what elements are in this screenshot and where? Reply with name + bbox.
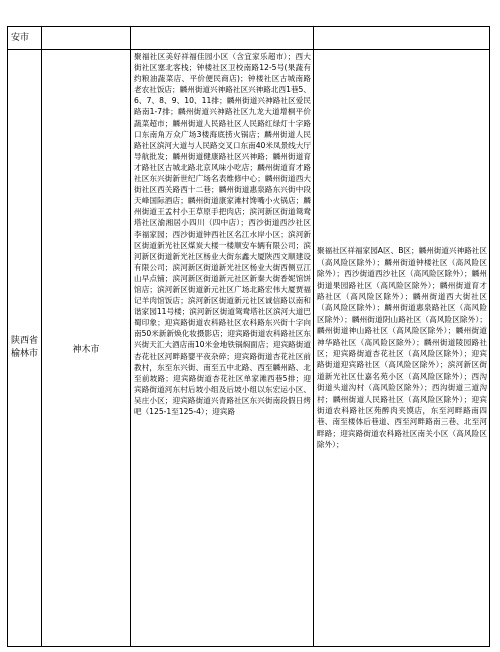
province-city: 陕西省榆林市 xyxy=(10,336,38,359)
high-risk-areas: 聚福社区祥福家园A区、B区；麟州街道兴神路社区（高风险区除外）；麟州街道钟楼社区（高风险区除外）；西沙街道西沙社区（高风险区除外）；麟州街道果园路社区（高风险区除外）；麟州街道育才路社区（高风险区除外）；麟州街道西大街社区（高风险区除外）；麟州街道惠泉路社区（高风险区除外）；麟州街道阴山路社区（高风险区除外）；麟州街道神山路社区（高风险区除外）；麟州街道神华路社区（高风险区除外）；麟州街道陵园路社区；迎宾路街道杏花社区（高风险区除外）；迎宾路街道迎宾路社区（高风险区除外）；滨河新区街道新光社区仕嘉名苑小区（高风险区除外）；西沟街道头道沟村（高风险区除外）；西沟街道三道沟村；麟州街道人民路社区（高风险区除外）；迎宾街道农科路社区苑醉肉夹馍店，东至河畔路南四巷、南至楼体后巷道、西至河畔路南三巷、北至河畔路；迎宾路街道农科路社区南关小区（高风险区除外）； xyxy=(317,246,487,450)
empty-cell xyxy=(42,27,131,50)
table-header-row xyxy=(8,27,490,50)
section-label-cell xyxy=(8,27,42,50)
medium-risk-cell xyxy=(131,50,314,647)
table-row xyxy=(8,50,490,647)
high-risk-cell xyxy=(314,50,490,647)
empty-cell xyxy=(131,27,314,50)
empty-cell xyxy=(314,27,490,50)
province-city-cell xyxy=(8,50,42,647)
section-label: 安市 xyxy=(11,32,30,43)
medium-risk-areas: 聚福社区美好祥福佳园小区（含宜家乐超市）；西大街社区塞北客栈；钟楼社区卫校南路12-5号(果蔬有约粮油蔬菜店、平价便民商店)；钟楼社区古城南路老农社饭店；麟州街道兴神路社区兴神路北西1巷5、6、7、8、9、10、11排；麟州街道兴神路社区爱民路南1-7排；麟州街道兴神路社区九龙大道增桐平价蔬菜超市；麟州街道人民路社区人民路红绿灯十字路口东南角万众广场3楼海底捞火锅店；麟州街道人民路社区滨河大道与人民路交叉口东南40米凤景线大厅导航批发；麟州街道健康路社区兴神路；麟州街道育才路社区古城北路北京风味小吃店；麟州街道育才路社区东兴街新世纪广场名表维修中心；麟州街道西大街社区西关路西十二巷；麟州街道惠泉路东兴街中段天峰国际酒店；麟州街道康家滩村馋嘴小火锅店；麟州街道王孟村小王草原手把肉店；滨河新区街道鸳鸯塔社区渝湘居小四川（四中店）；西沙街道西沙社区李福家园；西沙街道钟西社区名江水岸小区；滨河新区街道新光社区煤炭大楼一楼顺安车辆有限公司；滨河新区街道新光社区杨业大街东鑫大厦陕西文顺建设有限公司；滨河新区街道新光社区杨业大街西侧豆江山早点铺；滨河新区街道新元社区新秦大街香妮馆饼馆店；滨河新区街道新元社区广场北路宏伟大厦贾福记羊肉馆饭店；滨河新区街道新元社区诚信路以南和谐家园11号楼；滨河新区街道鸳鸯塔社区滨河大道巴蜀印象；迎宾路街道农科路社区农科路东兴街十字向南50米新新焕化妆摄影店；迎宾路街道农科路社区东兴街天汇大酒店南10米金地铁锅焖面店；迎宾路街道杏花社区河畔路婴平夜杂碎；迎宾路街道杏花社区前教村，东至东兴街、南至五中北路、西至麟州路、北至前坡路；迎宾路街道杏花社区单家滩西巷5排；迎宾路街道河东村后坡小组及后坡小组以东宏运小区、吴庄小区；迎宾路街道兴青路社区东兴街南段假日烤吧（125-1至125-4）；迎宾路 xyxy=(134,52,311,416)
risk-area-table xyxy=(7,26,490,647)
district-name: 神木市 xyxy=(72,344,100,355)
district-cell xyxy=(42,50,131,647)
